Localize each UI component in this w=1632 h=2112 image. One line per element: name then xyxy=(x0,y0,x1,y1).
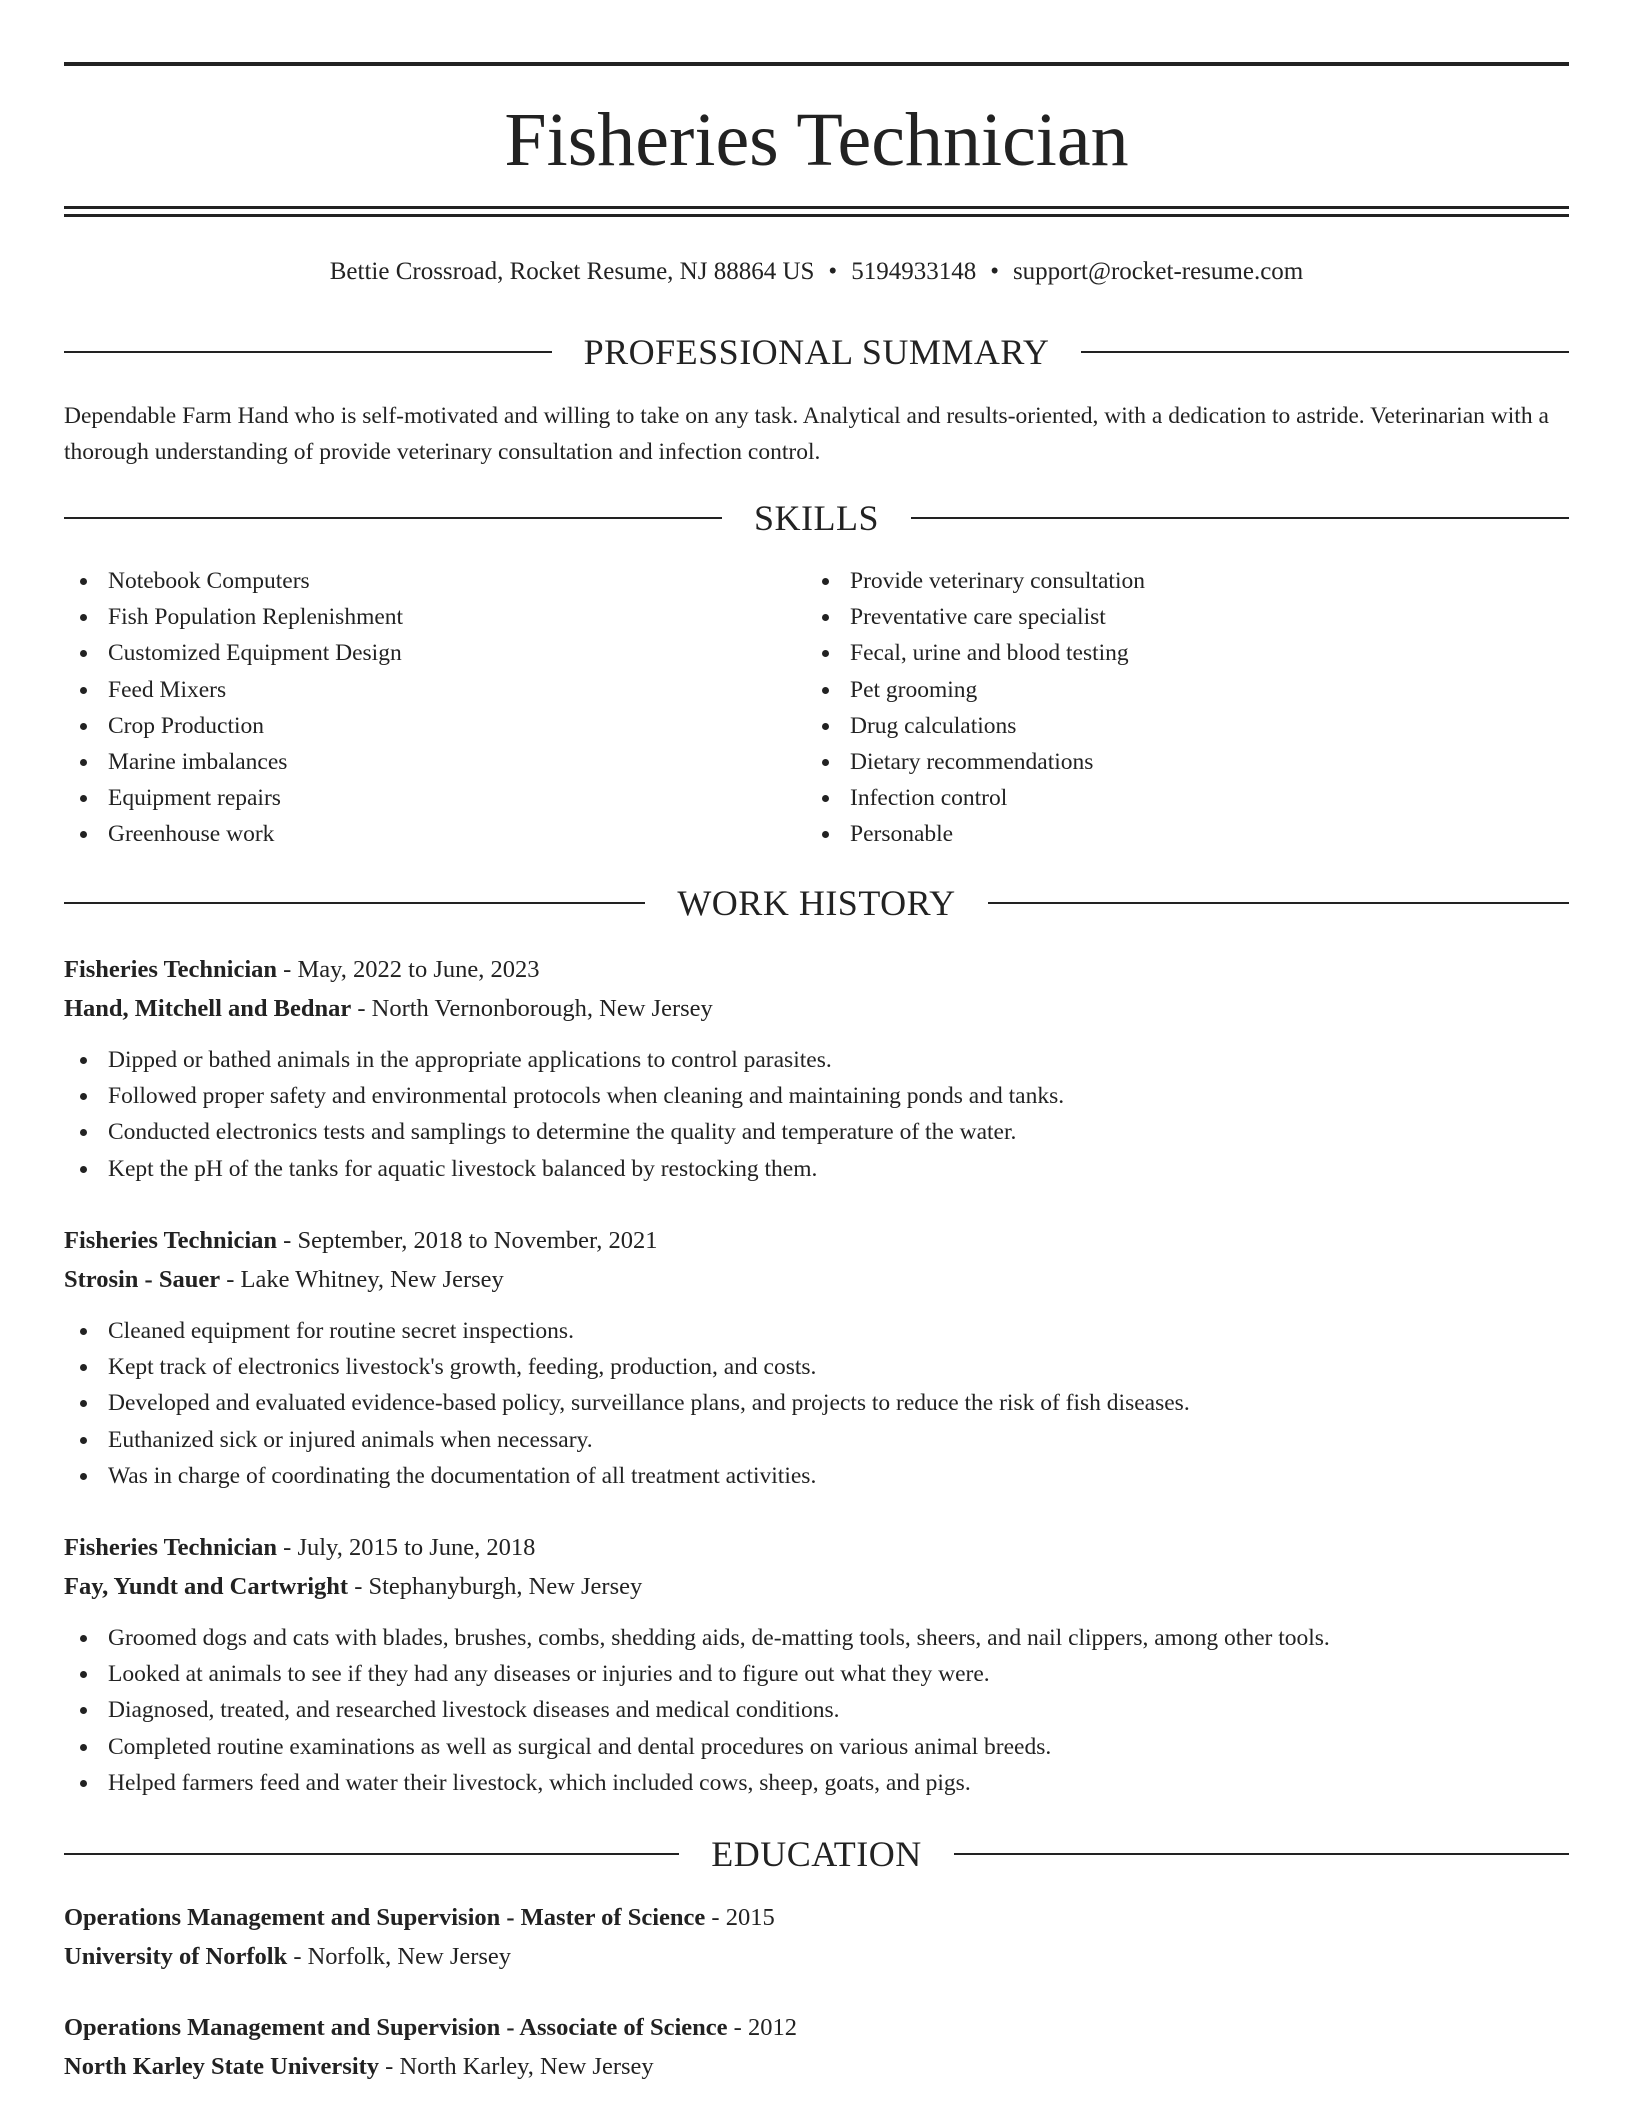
school-line xyxy=(64,1937,1569,1976)
skill-item: Preventative care specialist xyxy=(806,599,1526,635)
job-entry xyxy=(64,950,1569,1028)
job-title: Fisheries Technician xyxy=(64,956,278,983)
job-company-line xyxy=(64,1567,1569,1606)
name-underline-thick xyxy=(64,206,1569,209)
contact-email: support@rocket-resume.com xyxy=(1012,258,1304,285)
job-title-line xyxy=(64,950,1569,989)
job-duty: Kept track of electronics livestock's growth, feeding, production, and costs. xyxy=(64,1349,1569,1385)
skill-item: Crop Production xyxy=(64,708,784,744)
job-duty: Followed proper safety and environmental protocols when cleaning and maintaining ponds and tanks. xyxy=(64,1078,1569,1114)
divider-line xyxy=(1081,351,1569,353)
job-company: Hand, Mitchell and Bednar xyxy=(64,995,352,1022)
skill-item: Infection control xyxy=(806,780,1526,816)
skill-item: Customized Equipment Design xyxy=(64,635,784,671)
school-line xyxy=(64,2047,1569,2086)
skill-item: Marine imbalances xyxy=(64,744,784,780)
section-header-education xyxy=(64,1830,1569,1878)
job-title: Fisheries Technician xyxy=(64,1227,278,1254)
section-header-skills xyxy=(64,494,1569,542)
education-entry xyxy=(64,1898,1569,1976)
job-duty: Dipped or bathed animals in the appropriate applications to control parasites. xyxy=(64,1042,1569,1078)
job-entry xyxy=(64,1221,1569,1299)
skill-item: Drug calculations xyxy=(806,708,1526,744)
skill-item: Feed Mixers xyxy=(64,672,784,708)
job-duty: Was in charge of coordinating the documentation of all treatment activities. xyxy=(64,1458,1569,1494)
skill-item: Provide veterinary consultation xyxy=(806,563,1526,599)
degree: Operations Management and Supervision - Associate of Science xyxy=(64,2014,728,2041)
job-title: Fisheries Technician xyxy=(64,1534,278,1561)
skill-item: Fecal, urine and blood testing xyxy=(806,635,1526,671)
divider-line xyxy=(64,517,722,519)
skill-item: Dietary recommendations xyxy=(806,744,1526,780)
job-duty: Euthanized sick or injured animals when necessary. xyxy=(64,1422,1569,1458)
degree-line xyxy=(64,1898,1569,1937)
divider-line xyxy=(64,1853,679,1855)
skills-list-right xyxy=(806,563,1526,853)
skill-item: Greenhouse work xyxy=(64,816,784,852)
degree-line xyxy=(64,2008,1569,2047)
contact-address: Bettie Crossroad, Rocket Resume, NJ 88864 US xyxy=(329,258,815,285)
job-duty: Diagnosed, treated, and researched livestock diseases and medical conditions. xyxy=(64,1692,1569,1728)
graduation-year: - 2012 xyxy=(727,2014,797,2041)
job-dates: - May, 2022 to June, 2023 xyxy=(277,956,540,983)
job-dates: - July, 2015 to June, 2018 xyxy=(277,1534,536,1561)
job-company: Fay, Yundt and Cartwright xyxy=(64,1573,349,1600)
job-duties-list xyxy=(64,1042,1569,1187)
section-title: PROFESSIONAL SUMMARY xyxy=(583,332,1050,372)
school-location: - Norfolk, New Jersey xyxy=(287,1943,512,1970)
job-title-line xyxy=(64,1221,1569,1260)
job-title-line xyxy=(64,1528,1569,1567)
contact-separator: • xyxy=(990,258,999,285)
job-company-line xyxy=(64,989,1569,1028)
summary-text: Dependable Farm Hand who is self-motivated and willing to take on any task. Analytical and results-oriented, with a dedication to astride. Veterinarian with a thorough understanding of provide veterinary consultation and infection control. xyxy=(64,403,1549,465)
top-rule xyxy=(64,62,1569,66)
job-entry xyxy=(64,1528,1569,1606)
school: University of Norfolk xyxy=(64,1943,288,1970)
skill-item: Pet grooming xyxy=(806,672,1526,708)
job-duty: Kept the pH of the tanks for aquatic livestock balanced by restocking them. xyxy=(64,1151,1569,1187)
job-duty: Developed and evaluated evidence-based policy, surveillance plans, and projects to reduce the risk of fish diseases. xyxy=(64,1385,1569,1421)
job-company-line xyxy=(64,1260,1569,1299)
job-duty: Looked at animals to see if they had any diseases or injuries and to figure out what they were. xyxy=(64,1656,1569,1692)
divider-line xyxy=(64,351,552,353)
skills-list-left xyxy=(64,563,784,853)
job-duty: Cleaned equipment for routine secret inspections. xyxy=(64,1313,1569,1349)
section-title: EDUCATION xyxy=(711,1834,922,1874)
education-entry xyxy=(64,2008,1569,2086)
section-header-work-history xyxy=(64,879,1569,927)
school: North Karley State University xyxy=(64,2053,380,2080)
divider-line xyxy=(911,517,1569,519)
contact-line xyxy=(64,254,1569,290)
job-duty: Conducted electronics tests and samplings to determine the quality and temperature of the water. xyxy=(64,1114,1569,1150)
graduation-year: - 2015 xyxy=(705,1904,775,1931)
job-duties-list xyxy=(64,1313,1569,1494)
contact-separator: • xyxy=(828,258,838,285)
skill-item: Fish Population Replenishment xyxy=(64,599,784,635)
job-location: - Stephanyburgh, New Jersey xyxy=(348,1573,643,1600)
divider-line xyxy=(64,902,645,904)
contact-phone: 5194933148 xyxy=(851,258,977,285)
skill-item: Personable xyxy=(806,816,1526,852)
degree: Operations Management and Supervision - Master of Science xyxy=(64,1904,706,1931)
job-company: Strosin - Sauer xyxy=(64,1266,221,1293)
section-header-summary xyxy=(64,328,1569,376)
skill-item: Notebook Computers xyxy=(64,563,784,599)
section-title: WORK HISTORY xyxy=(677,883,956,923)
divider-line xyxy=(988,902,1569,904)
job-duties-list xyxy=(64,1620,1569,1801)
section-title: SKILLS xyxy=(754,498,880,538)
job-location: - North Vernonborough, New Jersey xyxy=(351,995,713,1022)
name-underline-thin xyxy=(64,214,1569,217)
job-duty: Completed routine examinations as well as surgical and dental procedures on various animal breeds. xyxy=(64,1729,1569,1765)
job-location: - Lake Whitney, New Jersey xyxy=(220,1266,504,1293)
resume-title: Fisheries Technician xyxy=(504,98,1129,182)
job-duty: Groomed dogs and cats with blades, brushes, combs, shedding aids, de-matting tools, sheers, and nail clippers, among other tools. xyxy=(64,1620,1569,1656)
job-duty: Helped farmers feed and water their livestock, which included cows, sheep, goats, and pigs. xyxy=(64,1765,1569,1801)
job-dates: - September, 2018 to November, 2021 xyxy=(277,1227,658,1254)
school-location: - North Karley, New Jersey xyxy=(379,2053,654,2080)
skill-item: Equipment repairs xyxy=(64,780,784,816)
divider-line xyxy=(954,1853,1569,1855)
